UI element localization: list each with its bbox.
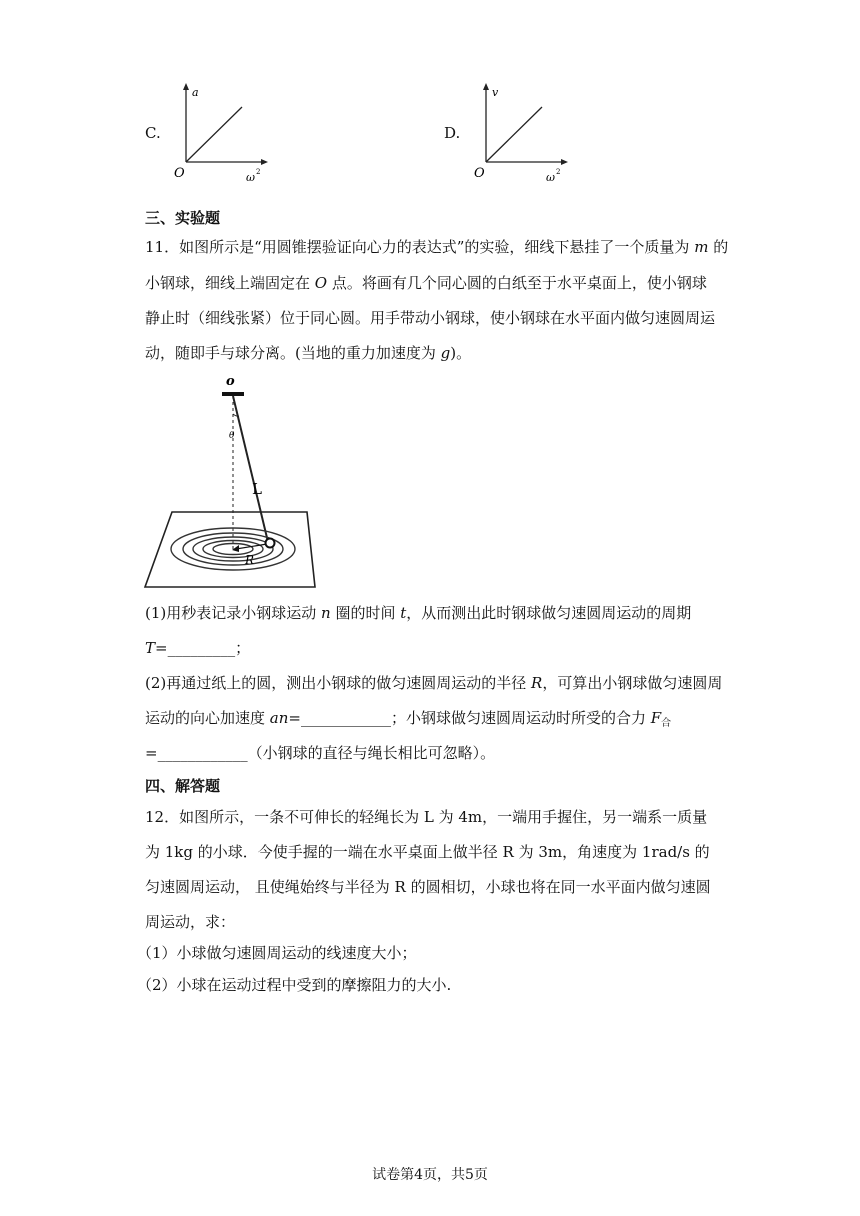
section-title: 四、解答题 xyxy=(145,777,221,795)
x-axis-label: ω xyxy=(246,171,255,184)
q12-sub-question: （1）小球做匀速圆周运动的线速度大小； xyxy=(137,944,417,962)
radius-label: R xyxy=(245,553,255,567)
q11-part2-line: 运动的向心加速度 an=____________；小钢球做匀速圆周运动时所受的合力 $F_合$ xyxy=(145,709,672,729)
option-c-graph xyxy=(170,80,270,185)
q12-text-line: 周运动，求： xyxy=(145,913,236,931)
steel-ball xyxy=(266,539,275,548)
q12-sub-question: （2）小球在运动过程中受到的摩擦阻力的大小. xyxy=(137,976,452,994)
pivot-label: o xyxy=(226,374,235,389)
page-footer: 试卷第4页，共5页 xyxy=(372,1167,488,1183)
q11-text-line: 小钢球，细线上端固定在 O 点。将画有几个同心圆的白纸至于水平桌面上，使小钢球 xyxy=(145,274,707,292)
x-axis-label: ω xyxy=(546,171,555,184)
x-axis-exponent: 2 xyxy=(256,168,261,176)
string-line xyxy=(233,396,268,542)
q12-text-line: 为 1kg 的小球．今使手握的一端在水平桌面上做半径 R 为 3m，角速度为 1rad/s 的 xyxy=(145,843,710,861)
angle-label: θ xyxy=(229,431,235,441)
proportional-line xyxy=(486,107,542,162)
conical-pendulum-figure xyxy=(140,372,325,592)
string-length-label: L xyxy=(252,480,262,498)
q11-part2-line: =____________（小钢球的直径与绳长相比可忽略）。 xyxy=(145,744,496,762)
x-axis-exponent: 2 xyxy=(556,168,561,176)
y-axis-arrow xyxy=(183,83,189,90)
y-axis-label: v xyxy=(492,86,499,99)
proportional-line xyxy=(186,107,242,162)
origin-label: O xyxy=(474,166,485,181)
q12-text-line: 12．如图所示，一条不可伸长的轻绳长为 L 为 4m，一端用手握住，另一端系一质量 xyxy=(145,808,708,826)
q11-text-line: 静止时（细线张紧）位于同心圆。用手带动小钢球，使小钢球在水平面内做匀速圆周运 xyxy=(145,309,716,327)
option-c-label: C. xyxy=(145,124,161,142)
q11-part1-line: (1)用秒表记录小钢球运动 n 圈的时间 t，从而测出此时钢球做匀速圆周运动的周期 xyxy=(145,604,692,622)
section-title: 三、实验题 xyxy=(145,209,221,227)
option-d-label: D. xyxy=(444,124,461,142)
q11-part2-line: (2)再通过纸上的圆，测出小钢球的做匀速圆周运动的半径 R，可算出小钢球做匀速圆周 xyxy=(145,674,723,692)
q11-text-line: 动，随即手与球分离。(当地的重力加速度为 g)。 xyxy=(145,344,472,362)
q11-text-line: 11．如图所示是“用圆锥摆验证向心力的表达式”的实验，细线下悬挂了一个质量为 m 的 xyxy=(145,238,729,256)
option-d-graph xyxy=(470,80,570,185)
y-axis-label: a xyxy=(192,86,199,99)
x-axis-arrow xyxy=(261,159,268,165)
q12-text-line: 匀速圆周运动， 且使绳始终与半径为 R 的圆相切，小球也将在同一水平面内做匀速圆 xyxy=(145,878,711,896)
x-axis-arrow xyxy=(561,159,568,165)
origin-label: O xyxy=(174,166,185,181)
q11-part1-blank: T=_________； xyxy=(145,639,251,657)
y-axis-arrow xyxy=(483,83,489,90)
pivot-bar xyxy=(222,392,244,396)
